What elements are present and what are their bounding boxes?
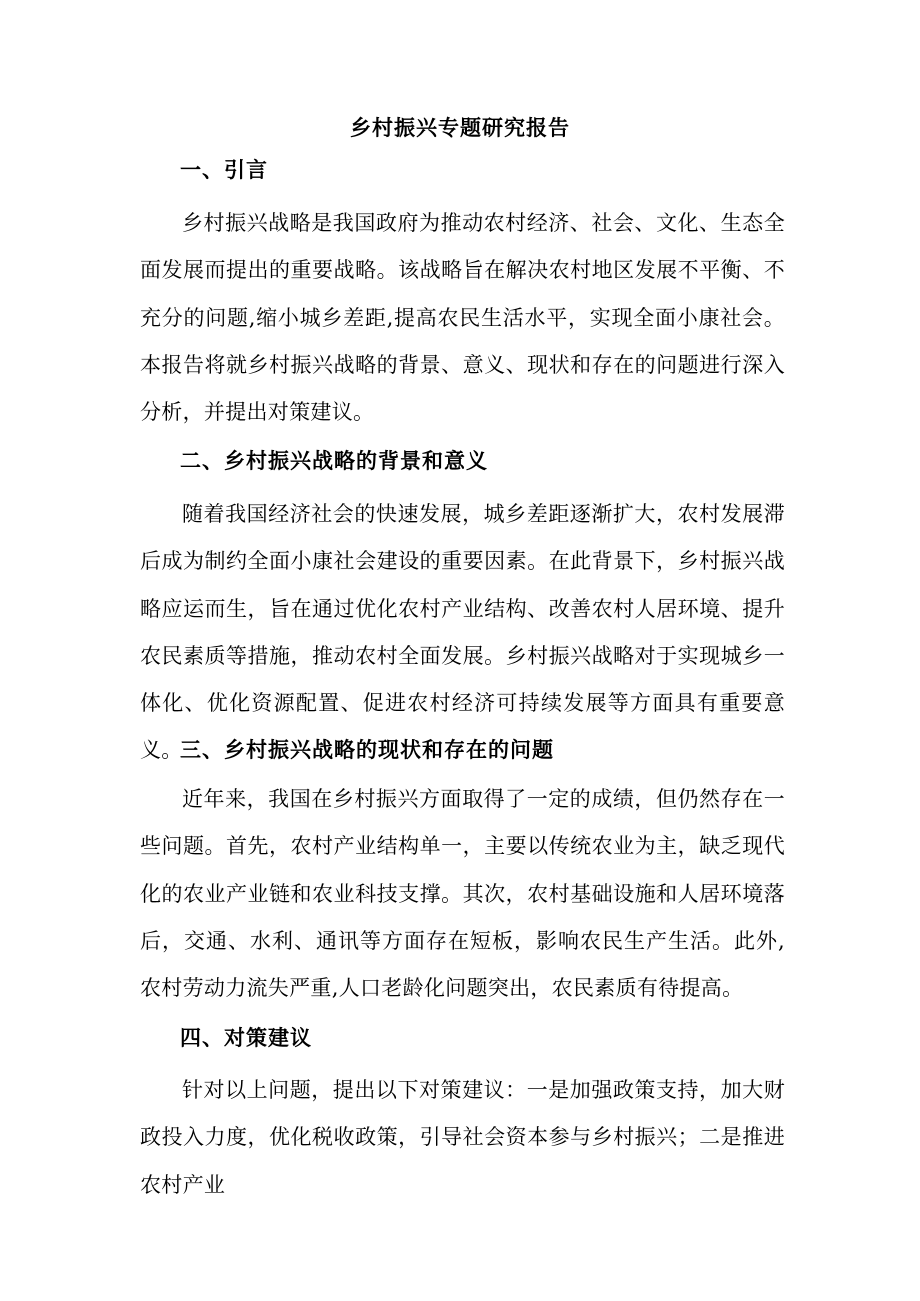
section-heading-status-problems: 三、乡村振兴战略的现状和存在的问题 <box>180 737 554 762</box>
section-heading-recommendations: 四、对策建议 <box>180 1025 312 1050</box>
section-paragraph-status-problems: 近年来，我国在乡村振兴方面取得了一定的成绩，但仍然存在一些问题。首先，农村产业结构单一，主要以传统农业为主，缺乏现代化的农业产业链和农业科技支撑。其次，农村基础设施和人居环境落后，交通、水利、通讯等方面存在短板，影响农民生产生活。此外,农村劳动力流失严重,人口老龄化问题突出，农民素质有待提高。 <box>140 787 785 1001</box>
section-paragraph-recommendations: 针对以上问题，提出以下对策建议：一是加强政策支持，加大财政投入力度，优化税收政策，引导社会资本参与乡村振兴；二是推进农村产业 <box>140 1078 785 1197</box>
section-heading-background: 二、乡村振兴战略的背景和意义 <box>180 448 488 473</box>
section-paragraph-background: 随着我国经济社会的快速发展，城乡差距逐渐扩大，农村发展滞后成为制约全面小康社会建设的重要因素。在此背景下，乡村振兴战略应运而生，旨在通过优化农村产业结构、改善农村人居环境、提升农民素质等措施，推动农村全面发展。乡村振兴战略对于实现城乡一体化、优化资源配置、促进农村经济可持续发展等方面具有重要意义。 <box>140 502 785 763</box>
section-heading-introduction: 一、引言 <box>180 157 268 182</box>
section-paragraph-introduction: 乡村振兴战略是我国政府为推动农村经济、社会、文化、生态全面发展而提出的重要战略。该战略旨在解决农村地区发展不平衡、不充分的问题,缩小城乡差距,提高农民生活水平，实现全面小康社会。本报告将就乡村振兴战略的背景、意义、现状和存在的问题进行深入分析，并提出对策建议。 <box>140 211 785 425</box>
document-title: 乡村振兴专题研究报告 <box>350 115 570 140</box>
